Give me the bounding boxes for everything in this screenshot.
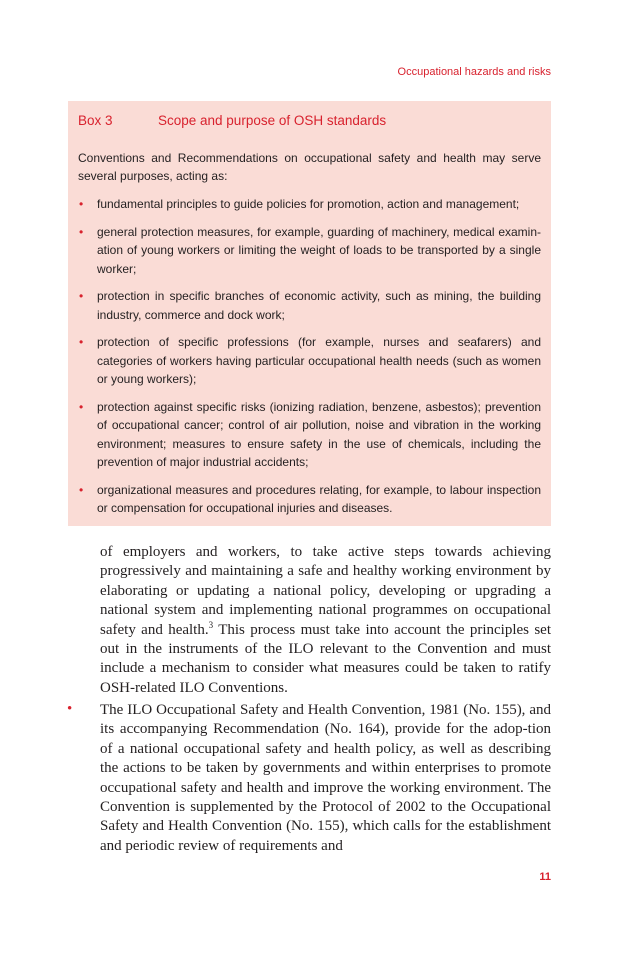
box-list — [78, 195, 541, 518]
running-header: Occupational hazards and risks — [397, 66, 551, 78]
box-label: Box 3 — [78, 113, 113, 128]
box-3 — [68, 101, 551, 526]
list-item: • protection in specific branches of economic activity, such as mining, the building industry, commerce and dock work; — [79, 289, 541, 322]
page-number: 11 — [539, 871, 551, 883]
body-paragraph-2: The ILO Occupational Safety and Health Convention, 1981 (No. 155), and its accompanying Recommendation (No. 164), provide for the adop-tion of a national occupational safety and health policy, as well as describing the actions to be taken by governments and within enterprises to promote occupational safety and health and improve the working environment. The Convention is supplemented by the Protocol of 2002 to the Occupational Safety and Health Convention (No. 155), which calls for the establishment and periodic review of requirements and — [100, 702, 551, 854]
box-intro: Conventions and Recommendations on occupational safety and health may serve several purposes, acting as: — [78, 151, 541, 183]
list-item: • organizational measures and procedures relating, for example, to labour inspection or compensation for occupational injuries and diseases. — [79, 482, 541, 515]
footnote-ref: 3 — [208, 619, 214, 630]
list-item: • protection of specific professions (for example, nurses and seafarers) and categories of workers having particular occupational health needs (such as women or young workers); — [79, 335, 541, 386]
bullet-icon: • — [79, 482, 84, 497]
bullet-icon: • — [79, 197, 84, 211]
bullet-icon: • — [79, 224, 84, 239]
bullet-icon: • — [67, 701, 73, 717]
list-item: • general protection measures, for example, guarding of machinery, medical examin-ation of young workers or limiting the weight of loads to be transported by a single worker; — [79, 224, 541, 276]
bullet-icon: • — [79, 399, 84, 414]
bullet-icon: • — [79, 289, 84, 303]
list-item: • fundamental principles to guide policies for promotion, action and management; — [78, 195, 541, 214]
box-heading — [78, 111, 541, 131]
box-title: Scope and purpose of OSH standards — [158, 113, 387, 128]
list-item: • protection against specific risks (ionizing radiation, benzene, asbestos); prevention of occupational cancer; control of air pollution, noise and vibration in the working environment; measures to ensure safety in the use of chemicals, including the prevention of major industrial accidents; — [79, 399, 541, 469]
body-paragraph-1: of employers and workers, to take active steps towards achieving progressively and maintaining a safe and healthy working environment by elaborating or updating a national policy, developing or upgrading a national system and implementing national programmes on occupational safety and health.$^3$ This process must take into account the principles set out in the instruments of the ILO relevant to the Convention and must include a mechanism to consider what measures could be taken to ratify OSH-related ILO Conventions. — [100, 544, 552, 696]
bullet-icon: • — [79, 335, 84, 349]
